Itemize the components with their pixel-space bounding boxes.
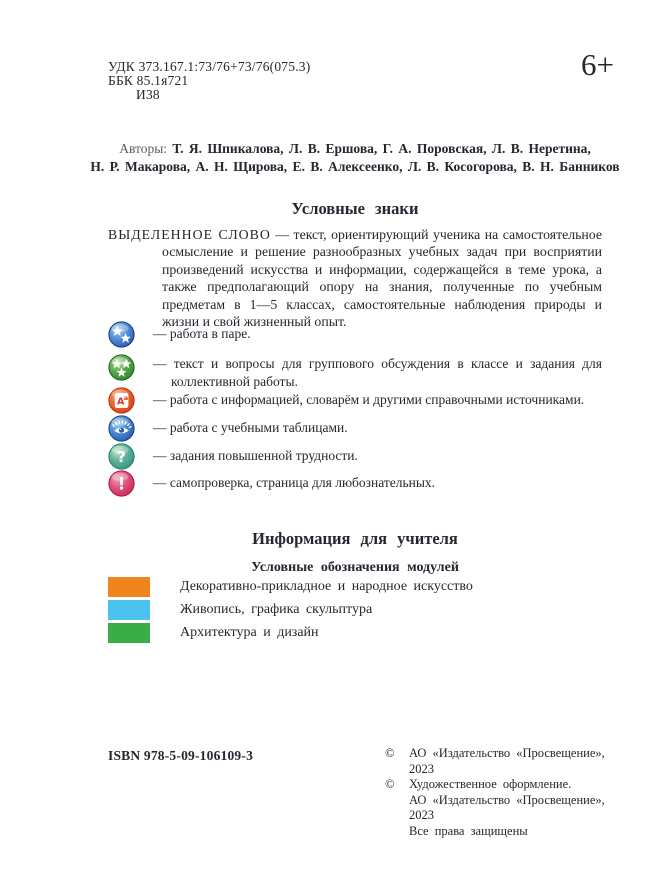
- legend-item-text: — самопроверка, страница для любознательных.: [153, 475, 436, 490]
- legend-item-text: — текст и вопросы для группового обсуждения в классе и задания для коллективной работы.: [153, 356, 602, 389]
- table-eye-icon: [108, 415, 135, 442]
- svg-text:а: а: [123, 394, 129, 403]
- authors-line-2: [45, 158, 650, 176]
- udk-line: УДК 373.167.1:73/76+73/76(075.3): [108, 59, 311, 74]
- svg-text:А: А: [117, 396, 125, 408]
- legend-item: [108, 387, 602, 414]
- copyright-symbol: ©: [385, 777, 395, 791]
- book-code: И38: [136, 87, 160, 102]
- module-row: [108, 577, 602, 597]
- module-color-swatch: [108, 600, 150, 620]
- highlighted-word-definition: [108, 226, 602, 330]
- legend-item-text: — работа с учебными таблицами.: [153, 420, 348, 435]
- copyright-symbol: [385, 793, 409, 824]
- authors-names-1: Т. Я. Шпикалова, Л. В. Ершова, Г. А. Поровская, Л. В. Неретина,: [172, 141, 591, 156]
- svg-text:?: ?: [117, 448, 126, 467]
- copyright-line: [385, 793, 630, 824]
- group-work-icon: [108, 354, 135, 381]
- copyright-block: [385, 746, 630, 839]
- copyright-text: Все права защищены: [409, 823, 528, 838]
- legend-item-text: — работа с информацией, словарём и другими справочными источниками.: [153, 392, 585, 407]
- legend-item: [108, 354, 602, 390]
- authors-names-2: Н. Р. Макарова, А. Н. Щирова, Е. В. Алексеенко, Л. В. Косогорова, В. Н. Банников: [90, 159, 620, 174]
- module-legend: [108, 577, 602, 646]
- module-color-swatch: [108, 623, 150, 643]
- definition-text: — текст, ориентирующий ученика на самостоятельное осмысление и решение разнообразных учебных задач при восприятии произведений искусства и информации, содержащейся в теме урока, а также предполагающий опору на знания, полученные по учебным предметам в 1—5 классах, самостоятельные наблюдения природы и жизни и свой жизненный опыт.: [162, 227, 602, 330]
- copyright-line: [385, 824, 630, 840]
- module-color-swatch: [108, 577, 150, 597]
- legend-item: [108, 470, 602, 497]
- legend-item: [108, 321, 602, 348]
- module-row: [108, 600, 602, 620]
- definition-term: ВЫДЕЛЕННОЕ СЛОВО: [108, 227, 271, 242]
- bbk-line: ББК 85.1я721: [108, 73, 189, 88]
- authors-block: [45, 140, 650, 176]
- age-rating-badge: 6+: [581, 47, 614, 82]
- copyright-symbol: [385, 824, 409, 840]
- legend-item-text: — задания повышенной трудности.: [153, 448, 358, 463]
- exclamation-icon: [108, 470, 135, 497]
- modules-subtitle: Условные обозначения модулей: [251, 560, 459, 575]
- udk-bbk-block: [108, 60, 310, 102]
- copyright-text: АО «Издательство «Просвещение», 2023: [409, 746, 605, 776]
- symbols-section-title: Условные знаки: [291, 199, 419, 218]
- isbn: ISBN 978-5-09-106109-3: [108, 748, 254, 763]
- pair-work-icon: [108, 321, 135, 348]
- module-label: Декоративно-прикладное и народное искусство: [180, 579, 473, 594]
- authors-line-1: [45, 140, 650, 158]
- authors-label: Авторы:: [119, 141, 168, 156]
- module-row: [108, 623, 602, 643]
- copyright-symbol: ©: [385, 746, 395, 760]
- copyright-line: [385, 746, 630, 777]
- svg-text:!: !: [117, 474, 126, 494]
- legend-item-text: — работа в паре.: [153, 326, 251, 341]
- dictionary-icon: [108, 387, 135, 414]
- legend-item: [108, 415, 602, 442]
- module-label: Архитектура и дизайн: [180, 625, 319, 640]
- copyright-line: [385, 777, 630, 793]
- teacher-section-title: Информация для учителя: [252, 529, 458, 548]
- copyright-text: Художественное оформление.: [409, 777, 572, 791]
- legend-item: [108, 443, 602, 470]
- question-icon: [108, 443, 135, 470]
- module-label: Живопись, графика скульптура: [180, 602, 373, 617]
- copyright-text: АО «Издательство «Просвещение», 2023: [409, 792, 605, 822]
